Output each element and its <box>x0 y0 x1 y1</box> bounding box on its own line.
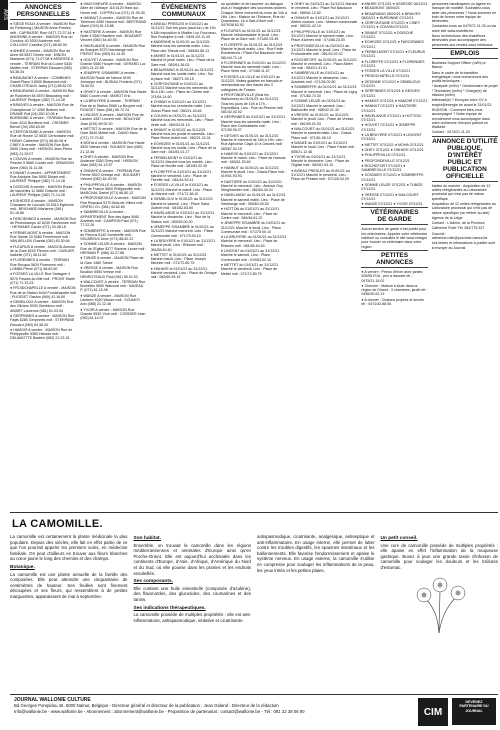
listing-item: ● CERFONTAINE A vendre : MAISON Rue de Rosee 12 5630 Cerfontaine mdl : HOBAY Catherine (071) 66.60.08 ● CINEY A vendre - MAISON Rue Bois 5590 Ciney mdl : HISSIGN Jean-Pierre (083) 21.29.07 <box>10 130 76 156</box>
listing-item: ● LA BRUYERE 07/12/21 ● LINCENT 07/12/21 <box>361 133 422 142</box>
column-heading: ÉVÉNEMENTS COMMUNAUX <box>151 2 217 20</box>
listing-item: ● HANNUT du 01/01/21 au 31/12/21 Marché le jeudi. Lieu : Grand-Place mdl : 019/51.93.93 <box>220 165 286 179</box>
article-col-4 <box>381 534 499 636</box>
listing-item: ● SOMBREFFE A vendre - MAISON Rue de Fleurus 5140 Sombreffe mdl : SOLBREUX Anne (071) 88.82.22 <box>80 228 146 242</box>
listing-item: ● TUBIZE A vendre - MAISON Place de la Gare 1480 Tubize <box>80 256 144 265</box>
listing-item: ● BEAUMONT A vendre : COMBINES Grand Place 3 6500 Beaumont mdl : CHARLOTEAUX Jacky (071) 58.82.09 <box>10 75 72 89</box>
listing-item: ● FOSSES LA VILLE Rue Sartagne 4 5070 Fosses-la-Ville mdl : PRONT Marie (071) 71.13.23 <box>10 272 75 285</box>
listing-item: ● FERNELMONT A vendre - MAISON Rue Sainte 33 5380 Fernelmont mdl : VAN BELLEN Chantal (081) 83.30.84 <box>10 230 71 244</box>
article-title: LA CAMOMILLE. <box>12 518 103 530</box>
article-col-2 <box>134 534 252 636</box>
article-subheading: Botanique. <box>10 564 35 570</box>
listing-item: Contact : L'Admin. de la Province <box>431 221 485 226</box>
article-paragraph: Ensemble, on trouvait la camomille dans les régions méditerranéennes et orientales d'Europe ainsi qu'en Proche-Orient. Elle est aujourd'hui acclimatée dans les continents d'Europe, d'Asie, d'Afrique, d'Amérique du Nord et du Sud, où elle pousse dans les prairies et les endroits ensoleillés. <box>133 542 251 576</box>
article <box>10 516 498 692</box>
column-heading: ANNONCE D'UTILITÉ PUBLIQUE, D'INTÉRÊT PUBLIC ET PUBLICATION OFFICIELLE <box>432 137 498 180</box>
footer <box>10 694 498 728</box>
listing-item: Contactez-nous au 0479/71 11 03 ou via notre site www.mobilite.be <box>431 24 497 33</box>
listing-item: ● HAVELANGE 07/12/21 ● HOTTON 07/12/21 <box>361 113 421 123</box>
listing-item: ● FLOREFFE du 01/01/21 au 31/12/21 Marché le jeudi matin. Lieu : Rue Emile Romedenne / Place Roi Baudouin mdl : 081/44.71.16 <box>220 42 284 60</box>
listing-item: ● Cherche : Maison à louer dans la région de Dinant - 3 chambres, jardin tél : 0496/30.62.19 <box>361 283 428 297</box>
footer-journal-title: JOURNAL WALLONIE CULTURE <box>14 697 91 703</box>
listing-item: ● BEAURAING A vendre - MAISON Rue de Rochefort 84 5570 Beauraing mdl : LAURENT Philippe (082) 71.14.28 <box>10 89 75 103</box>
listing-item: ● METTET du 01/01/21 au 31/12/21 Marché le vendredi. Lieu : Place de Mettet mdl : 071/72.80.75 <box>220 262 279 276</box>
listing-item: ● METTET 07/12/21 ● MOHA 07/12/21 <box>361 142 424 147</box>
listing-item: ● ONHAYE du 01/01/21 au 31/12/21 Atelier couture. Lieu : Maison communale mdl : 082/21.42.10 <box>291 15 358 29</box>
listing-item: ● EGHEZEE 07/12/21 ● FARCIENNES 07/12/21 <box>361 40 424 49</box>
listing-item: Contact : 0474/21.11.20 <box>431 130 470 135</box>
listing-item: * Analyste (m/f/x) * Gestionnaire de projet * Technicien (m/f/x) * Chargé(e) de mission (m/f/x) <box>431 84 498 98</box>
listing-item: ● ORVEY A vendre - MAISON Rue Haute 5660 Couvin mdl : MAROT Eric <box>80 89 147 98</box>
listing-item: ● HAMOIS A vendre - MAISON Rue de Philippeville 5360 Hamois mdl : DELAMOTTE Bastien (082) 21.23.15 <box>10 327 73 341</box>
listing-item: ● FLEURUS A vendre - MAISON Avenue de la Gare 6220 Fleurus mdl : CARLIER Isabelle (071) 38.11.62 <box>10 244 76 258</box>
listing-item: ● AISEAU PRESLES le 01/01/21 au 31/12/21 Tout les jours (sauf lun.) de 10h à 18h exposition à l'Atelier Luc Fourneau, Rue Rodolphe 6 mdl : 0495 /02.11.45 <box>150 22 217 39</box>
listing-item: ● PROFONDEVILLE A vendre - MAISON Rue Reynaud 5170 Bois-de-Villers mdl : GRIFEU Ch. (081) 44.62.80 <box>80 196 146 210</box>
listing-item: Catherine Rolle Tél: 081/775.327 <box>431 226 485 231</box>
article-subheading: Un petit conseil. <box>380 536 418 541</box>
listing-item: ● LA BRUYERE du 01/01/21 au 31/12/21 Marché le mercredi. Lieu : Place de Rhisnes mdl : 081/55.40.40 <box>220 235 287 248</box>
listing-item: ● ONHAYE A vendre - TERRAIN Rue Ferme 5520 Onhaye mdl : BOUDART Vincent (082) 64.40.93 <box>80 168 141 182</box>
listing-item: ● SOIGNIES 07/12/21 ● SOMBREFFE 07/12/21 <box>361 173 424 182</box>
listing-item: ● PHILIPPEVILLE 07/12/21 <box>361 153 406 158</box>
listing-item: ● HAVELANGE du 01/01/21 au 31/12/21 Marché le samedi matin. Lieu : Place de Havelange mdl : 083/63.00.20 <box>220 193 286 207</box>
article-paragraph: Elle contient une huile essentielle (composée d'azulène), des flavonoïdes, des glucosides, des coumarines et des tanins. <box>133 585 251 602</box>
listing-item: ● FLOREFFE 07/12/21 ● FLORENNES 07/12/21 <box>361 59 425 68</box>
listing-item: ● LINCENT du 01/01/21 au 31/12/21 Marché le samedi. Lieu : Place Communale mdl : 019/63.02.10 <box>220 249 280 262</box>
listing-item: ● EGHEZEE le 01/01/21 au 31/12/21 Marché tous les lundis. Lieu : Place de la Gare mdl : 081/81.01.27 <box>150 141 216 155</box>
listing-item: ● BEAURAING le 01/01/21 au 31/12/21 Marché tous les lundis matin. Lieu : Sur la place mdl : 082/71.00.15 <box>150 67 214 81</box>
listing-item: ● CHIMAY le 01/01/21 au 31/12/21 Marché tous les vendredis matin. Lieu : Grand-Place mdl : 060/21.18.46 <box>150 100 214 113</box>
listing-column <box>151 2 217 510</box>
listing-item: ● GERPINNES 07/12/21 ● GESVES 07/12/21 <box>361 89 420 98</box>
listing-item: ● YVOIR A vendre - MAISON Rue Grande 5530 Yvoir mdl : CORDIER Jean (082) 61.14.07 <box>80 307 146 321</box>
listing-item: ● FLEURUS du 01/01/21 au 31/12/21 Marché hebdomadaire le jeudi. Lieu : Place de la Gare mdl : 071/82.03.45 <box>220 28 281 42</box>
listing-item: ● HASTIERE du 01/01/21 au 31/12/21 Marché le mercredi. Lieu : Avenue Guy Stinglhamber mdl : 082/64.44.34 <box>220 179 283 193</box>
partner-promo: DEVENEZ PARTENAIRE DU JOURNAL <box>452 698 496 725</box>
article-subheading: Son habitat. <box>133 536 161 541</box>
listing-item: ● ANDENNE le 01/01/21 au 31/12/21 Marché tous les samedis matin. Lieu : Place des Tilleuls mdl : 085/84.96.13 <box>150 40 211 53</box>
listing-item: ● DOISCHE A vendre - MAISON Route de Vaucelles 11 5680 Doische mdl : LAURENT Philippe (082) 71.14.28 <box>10 184 73 198</box>
listing-item: ● BEAURAING 06/02/21 ● BRAIVES 08/02/21 ● BURDINNE 07/12/21 <box>361 11 421 20</box>
listing-item: ● JEMEPPE S/SAMBRE le 01/01/21 au 31/12/21 Marché mercredi. Lieu : Place Communale mdl : 071/75.00.10 <box>150 225 214 238</box>
listing-item: ● ANHEE 07/12/21 ● ASSESSE 06/12/21 ● BEAUMONT 06/04/21 <box>361 2 428 11</box>
listing-item: ● HANNUT 07/12/21 ● HASTIERE 07/12/21 <box>361 104 417 113</box>
listing-item: ● HAVELANGE le 01/01/21 au 31/12/21 Marché le dimanche. Lieu : Rue de la Station mdl : 083/63.00.20 <box>150 211 215 224</box>
listing-item: ● VRESSE du 01/01/21 au 31/12/21 Marché le jeudi. Lieu : Place de Vresse mdl : 061/50.01.03 <box>291 113 354 126</box>
article-subheading: Ses composants. <box>133 579 173 585</box>
listing-item: ● ANHEE le 01/01/21 au 31/12/21 Marché le jeudi matin. Lieu : Place de la Gare mdl : 082/61.36.02 <box>150 54 215 67</box>
listing-item: ● LA BRUYERE A vendre - TERRAIN Rue de la Station 5080 La Bruyere mdl : ROUGET Marc (081) 56.72.24 <box>80 99 145 112</box>
listing-item: Acquisition de 12 unités réfrigérantes au Laboratoire provincial qui n'est pas de nature spécifique (se référer au site) <box>431 201 496 215</box>
footer-text <box>10 695 416 728</box>
listing-item: ● PROFONDEVILLE (Bois les Wallonnes) du 01/01/21 au 31/12/21 Tous les jours de 10h à 17h - Expositions. Lieu : Rue du Pesche mdl : 081/42.02.02 <box>220 92 285 115</box>
footer-line-1: Bd Georges Pompidou 45, 5000 Namur, Belgique - Directeur général et directeur de la publication : Jean Galand - Directeur de la rédaction <box>14 703 279 709</box>
listing-item: ● GESVES du 01/01/21 au 31/12/21 Marché le mercredi de 15h à 19h. Lieu : Rue Alphonse Clajot 10 à Gesves mdl : 083/67.02.15 <box>220 133 285 151</box>
listing-item: ● COUVIN A vendre - MAISON Rue de Pesche 5 5660 Couvin mdl : DRANSON Anne (060) 31.11.58 <box>10 156 74 170</box>
listing-item: ● SOMME LEUZE du 01/01/21 au 31/12/21 Marché le samedi. Lieu : Baillonville mdl : 086/32.21.42 <box>291 99 346 112</box>
article-paragraph: Une cure de camomille possède de multiples propriétés : elle apaise en effet l'inflammation de la muqueuse gastrique. Buvez à jeun une grande tasse d'infusion de camomille pour soulager les douleurs et les brûlures d'estomac. <box>380 542 498 570</box>
column-heading: PETITES ANNONCES <box>361 250 427 268</box>
listing-item: ● HOUYET A vendre - MAISON Rue Grande 5560 Houyet mdl : GERARD Luc (082) 21.22.58 <box>80 57 146 71</box>
listing-item: ● WANZE 07/12/21 ● YVOIR 07/12/21 <box>361 202 423 207</box>
listing-item: ● LA BRUYERE le 01/01/21 au 31/12/21 Marché jeudi. Lieu : Rhisnes mdl : 081/55.40.40 <box>150 238 216 252</box>
listing-item: HUDSON : Comment êtes-vous accompagné ? Notre équipe de recrutement vous accompagne dans votre recherche d'emploi partout en Wallonie. <box>431 107 490 130</box>
listing-item: ● FERNELMONT le 01/01/21 au 31/12/21 Marché tous les mardis. Lieu : Place de Noville mdl : 081/83.02.30 <box>150 155 214 169</box>
listing-item: ● FLOREFFE le 01/01/21 au 31/12/21 Marché le vendredi. Lieu : Place de Floreffe mdl : 081/44.53.41 <box>150 169 212 183</box>
listing-item: ● FOSSES-LA-VILLE du 01/01/21 au 31/12/21 Visites guidées en français et néerlandais sur des traces des 3 collégiales de Fosses. <box>220 74 283 92</box>
listing-item: ● CERFONTAINE 07/12/21 ● CINEY 07/12/21 ● COUVIN 07/12/21 <box>361 21 421 30</box>
listing-item: ● ONHAYE le 01/01/21 au 31/12/21 Marché vendredi. Lieu : Place de Onhaye mdl : 082/69.93.15 <box>150 266 217 280</box>
column-heading: ANNONCES PERSONNELLES <box>10 2 76 20</box>
listing-item: ● A vendre : Pneus d'hiver avec jantes 205/55 R16 - prix à discuter tél : 0475/21.15.02 <box>361 269 423 283</box>
listing-item: ● GEDINNE 07/12/21 ● GEMBLOUX 07/12/21 <box>361 79 421 89</box>
footer-line-2: Info@wallonie.be - www.wallonie.be - Abonnement : abonnement@wallonie.be - Proposition de partenariat : contact@wallonie.be - Tél : 081 22 38 06 90 <box>14 708 305 714</box>
listing-item: du quotidien et de raconter un dialogue plus à l'imaginaire des souvenirs anciens. Chaque 3ème mercredi du mois de 14h à 16h. Lieu : Maison de l'Enfance, Rue du Quambeau, 16 à Sart-d'Avril mdl : 0479/38.62.92 <box>220 2 288 28</box>
listing-item: Courriel : catherine.rolle@province.namur.be <box>431 231 488 240</box>
listing-item: Aucun service de garde n'est publié pour les vétérinaires. Appelez votre vétérinaire habituel ou consultez le site www.vetagro pour trouver un vétérinaire dans votre région. <box>361 227 428 249</box>
listing-item: ● WALCOURT du 01/01/21 au 31/12/21 Marché le samedi matin. Lieu : Grand-Place mdl : 071/61.06.10 <box>291 127 355 140</box>
listing-item: ● HAVELANGE A vendre - MAISON Rue du Bosquet 5370 Havelange mdl : PIEROT Eric (083) 61.14.40 <box>80 43 146 57</box>
article-subheading: Ses indications thérapeutiques. <box>133 605 206 611</box>
listing-item: Les textes et informations à publier sont à envoyer au Journal <box>431 241 496 250</box>
column-heading: EMPLOIS <box>432 48 498 59</box>
listing-item: ● METTET le 01/01/21 au 31/12/21 Marché mardi. Lieu : Place Joseph Meunier mdl : 071/72.80.75 <box>150 252 207 266</box>
listing-column <box>432 2 498 510</box>
listing-item: ● WANZE du 01/01/21 au 31/12/21 Marché le lundi. Lieu : Place Faniel mdl : 085/21.12.46 <box>291 140 356 154</box>
listing-item: ● ANHEE A vendre - MAISON Rue de Anne 65 5537 Denée mdl : MINON Marianne (071) 71.07.08 ● ASSESSE A vendre - TERRAIN Rue du Loche 5330 Maillen mdl : STERPAN Edouard (083) 63.38.34 <box>10 48 74 75</box>
listing-item: ● SAMBREVILLE du 01/01/21 au 31/12/21 Marché le dimanche. Lieu : Auvelais mdl : 071/26.02.80 <box>291 71 350 85</box>
camomile-illustration <box>381 574 499 636</box>
listing-item: ● FLORENNES A vendre - TERRAIN Rue Rocquo 5620 Florennes mdl : LOMBA Pierre (071) 68.82.60 <box>10 258 70 272</box>
listing-item: ● BRAIVES A vendre - MAISON Rue de Champlonval 17 4260 Braives mdl : DRAME Roll (04) 250.10.08 ● BURDINNE A vendre - TERRAIN Rue du Gare 4210 Burdinne mdl : CRISMER Benoît (04) 250.63.50 <box>10 103 76 129</box>
listing-item: ● AISEAU PRESLES du 01/01/21 au 31/12/21 Marché le vendredi. Lieu : Place de Presles mdl : 071/26.04.29 <box>291 168 350 182</box>
listing-item: Agence de la Liège <box>431 215 463 220</box>
column-heading: VÉTÉRINAIRES DE GARDE <box>361 207 427 225</box>
listing-columns <box>10 2 498 510</box>
listing-item: ● OHEY 07/12/21 ● ONHAYE 07/12/21 <box>361 147 424 152</box>
listing-item: ● SOMME LEUZE A vendre - MAISON Rue de l'Eglise 5377 Somme-Leuze mdl : HERMAN P. (086) 32.27.88 <box>80 242 147 256</box>
listing-item: ● SOMBREFFE du 01/01/21 au 31/12/21 Marché le mercredi. Lieu : Place de Ligny mdl : 071/82.74.30 <box>291 85 358 98</box>
listing-item: ● EGHEZEE A vendre - MAISON Chaussee de Louvain 33 5310 Eghezee mdl : BRICHARD Marianne (081) 51.18.86 <box>10 198 74 216</box>
listing-item: ● FLORENNES du 01/01/21 au 31/12/21 Marché tous les samedis matin. Lieu : Place Verte mdl : 071/68.11.57 <box>220 60 286 74</box>
listing-item: ● HAMOIS 07/12/21 ● HAMOIR 07/12/21 <box>361 98 428 103</box>
article-paragraph: antispasmodique, cicatrisante, analgésique, antiseptique et anti-inflammatoire. En usage interne, elle permet de lutter contre les troubles digestifs, les spasmes intestinaux et les ballonnements. Elle favorise l'endormissement et apaise le système nerveux. En usage externe, la camomille s'utilise en compresse pour soulager les inflammations de la peau, les yeux irrités et les petites plaies. <box>257 534 375 573</box>
listing-item: ● HAM S/HEURE A vendre - MAISON Allee de l'Abbaye 116 6120 Ham-sur-Heure mdl : COPPIN Luc (071) 21.09.30 <box>80 2 145 15</box>
listing-item: personnes handicapées ou âgées en manque de mobilité. Souhaitez-vous aider des personnes ? Nous sommes en train de former notre équipe de bénévoles. <box>431 2 497 24</box>
listing-item: ● PROFONDEVILLE 07/12/21 <box>361 158 410 163</box>
listing-item: Dans le cadre de la transition énergétique, nous recherchons des profils techniques : <box>431 70 489 84</box>
listing-item: ● FARCIENNES A vendre - MAISON Rue de Pironchamps 42 6240 Farciennes mdl : HEYMANS Carole (071) 34.08.18 <box>10 216 77 230</box>
listing-item: ● OHEY A vendre - MAISON Rue Andenne 5350 Ohey mdl : HISSIGN Jean (083) 61.13.57 <box>80 154 138 168</box>
listing-item: ● METTET A vendre - MAISON Rue de la Gare 5640 Mettet mdl : DAVID Marc (071) 72.70.82 <box>80 127 147 140</box>
article-paragraph: La camomille possède de multiples propriétés : elle est anti-inflammatoire, antispasmodique, sédative et cicatrisante. <box>133 612 251 623</box>
listing-item: ● GERPINNES A vendre - MAISON Rue Fayts 6280 Gerpinnes mdl : STERPANE Edouard (083) 63.38.34 <box>10 314 75 327</box>
listing-item: ● HAMOIS du 01/01/21 au 31/12/21 Marché le mardi. Lieu : Place de Hamois mdl : 083/61.33.60 <box>220 151 286 165</box>
listing-item: Intéressé(e) ? Envoyez votre CV à emploi@energie.be avant le 31/01/21. <box>431 98 493 107</box>
article-col-1 <box>10 534 128 636</box>
listing-item: ● FOSSES LA VILLE 07/12/21 <box>361 69 411 74</box>
listing-item: ● FOSSES LA VILLE le 01/01/21 au 31/12/21 Marché le mardi. Lieu : Place du Marché mdl : 071/71.38.10 <box>150 183 213 196</box>
flower-icon <box>394 575 484 635</box>
listing-item: ● FERNELMONT 07/12/21 ● FLEURUS 07/12/21 <box>361 49 426 59</box>
listing-item: ● YVOIR du 01/01/21 au 31/12/21 Marché le dimanche. Lieu : Place de l'Eglise mdl : 082/61.03.10 <box>291 154 350 168</box>
listing-item: ● WALCOURT A vendre - TERRAIN Rue Bruxelles 5650 Walcourt mdl : NAVEAU P. (071) 61.15.48 <box>80 279 146 293</box>
listing-item: ● OHEY du 01/01/21 au 31/12/21 Marché le vendredi. Lieu : Place Roi Baudouin mdl : 085/61.12.82 <box>291 2 358 15</box>
listing-item: ● VRESSE A vendre - MAISON Rue Bouillon 5550 Vresse mdl : HENROTEAUX Paul (061) 50.01.03 <box>80 265 138 279</box>
listing-item: ● COUVIN le 01/01/21 au 31/12/21 Marché tous les mercredis. Lieu : Place Verte mdl : 060/34.01.10 <box>150 113 214 127</box>
listing-item: ● DINANT le 01/01/21 au 31/12/21 Marché tous les jeudis et samedis. Lieu : Place Reine Astrid mdl : 082/21.32.01 <box>150 127 216 141</box>
listing-item: Institut du marché : Acquisition de 12 unités réfrigérantes au Laboratoire provincial qui n'est pas de nature spécifique <box>431 183 491 201</box>
listing-item: ● GERPINNES du 01/01/21 au 31/12/21 Marché tous les samedis matin. Lieu : Place des Combattants mdl : 071/50.90.27 <box>220 115 286 133</box>
listing-item: ● PHILIPPEVILLE A vendre - MAISON Rue de France 5600 Philippeville mdl : MARCHAL Daniel (071) 66.80.12 <box>80 182 142 196</box>
listing-item: Business Support Officer (m/f/x) à Namur. <box>431 60 486 70</box>
listing-column <box>291 2 357 510</box>
listing-item: ● ROCHEFORT 07/12/21 ● SAMBREVILLE 07/12/21 <box>361 163 406 173</box>
article-paragraph: La camomille est certainement la plante médicinale la plus populaire. Depuis des siècles, elle fait en effet partie de ce que l'on pourrait appeler les premiers soins, en médecine familiale. On peut d'ailleurs en trouver aux fleurs blanches au cœur jaune le long des chemins et des champs. <box>10 534 128 562</box>
listing-item: ● FROIDCHAPELLE A vendre - MAISON Rue de la Station 6440 Froidchapelle mdl : PLESSET Gaston (060) 41.16.60 <box>10 286 76 299</box>
listing-item: ● HOTTON du 01/01/21 au 31/12/21 Marché le mercredi. Lieu : Place du Centre mdl : 084/46.61.22 <box>220 207 280 220</box>
section-side-tab: AVIS <box>0 0 8 30</box>
article-paragraph: La camomille est une plante annuelle de la famille des composées. Elle peut atteindre une cinquantaine de centimètres de hauteur. Ses feuilles sont finement découpées et ses fleurs, qui ressemblent à de petites marguerites, apparaissent de mai à septembre. <box>10 571 128 599</box>
listing-item: ● GEMBLOUX A vendre - MAISON Rue des Oliviers 5030 Gembloux mdl : AWART Laurence (081) 61.03.04 <box>10 300 74 313</box>
listing-column <box>361 2 427 510</box>
article-divider <box>10 512 498 513</box>
listing-item: ● PROFONDEVILLE du 01/01/21 au 31/12/21 Marché le jeudi. Lieu : Place de Profondeville mdl : 081/42.02.02 <box>291 43 357 57</box>
article-col-3 <box>257 534 375 636</box>
listing-item: ● PHILIPPEVILLE du 01/01/21 au 31/12/21 Marché le samedi matin. Lieu : Place d'Armes mdl : 071/66.23.00 <box>291 29 356 43</box>
listing-column <box>10 2 76 510</box>
listing-item: ● GEMBLOUX le 01/01/21 au 31/12/21 Marché le samedi. Lieu : Place Saint-Guibert mdl : 081/62.63.60 <box>150 197 213 210</box>
listing-column <box>221 2 287 510</box>
cim-logo: CIM <box>418 698 448 726</box>
listing-item: ● FROIDCHAPELLE 07/12/21 <box>361 74 410 79</box>
listing-item: ● SAMBREVILLE A vendre - APPARTEMENT Rue des Ages 5060 Auvelais mdl : CAMPION Paul (071) 77.22.26 <box>80 210 140 228</box>
listing-item: ● DINANT 07/12/21 ● DOISCHE 07/12/21 <box>361 30 414 40</box>
listing-item: ● ROCHEFORT du 01/01/21 au 31/12/21 Marché le vendredi. Lieu : Place Albert 1er mdl : 084/21.41.01 <box>291 57 357 71</box>
listing-item: ● A donner : Chatons propres et sevrés tél : 0471/42.88.06 <box>361 297 424 307</box>
listing-item: ● JEMEPPE S/SAMBRE du 01/01/21 au 31/12/21 Marché le lundi. Lieu : Place Communale mdl : 071/75.00.10 <box>220 221 286 234</box>
listing-item: ● SOMME LEUZE 07/12/21 ● TUBIZE 07/12/21 <box>361 182 423 192</box>
listing-item: ● HANNUT A vendre - MAISON Rue de Tirlemont 4280 Hannut mdl : BERTRAND Marie (019) 51.15.88 <box>80 15 147 29</box>
listing-item: ● VRESSE 07/12/21 ● WALCOURT 07/12/21 <box>361 192 419 201</box>
listing-column <box>80 2 146 510</box>
listing-item: ● WANZE A vendre - MAISON Rue Lambert 4520 Wanze mdl : SOUMOY Ann (085) 21.12.46 <box>80 293 141 307</box>
article-columns <box>10 534 498 636</box>
listing-item: ● JEMEPPE S/SAMBRE A vendre - MAISON Route de Namur 5190 Jemeppe mdl : BUSIAU Frederic (071) 78.50.02 <box>80 71 142 89</box>
listing-item: ● DINANT A vendre - APPARTEMENT Rue Adolphe Sax 5500 Dinant mdl : LAURENT Philippe (082) 71.14.28 <box>10 170 72 184</box>
listing-item: ● MOHA A vendre - MAISON Rue Haute 4520 Wanze mdl : SOUMOY Ann (085) 21.12.46 <box>80 140 145 154</box>
listing-item: ● LINCENT A vendre - MAISON Rue de Landen 4287 Lincent mdl : BOUCHAT Jean (019) 69.92.30 <box>80 113 144 126</box>
listing-item: ● HASTIERE A vendre - MAISON Rue Nulle 4 5540 Hastiere mdl : BOUDART Vincent (082) 64.40.93 <box>80 29 143 43</box>
listing-item: ● CERFONTAINE le 01/01/21 au 31/12/21 Marché tous les mercredis de 8h à 13h. Lieu : Place du Centre mdl : 071/64.14.60 <box>150 81 213 99</box>
listing-item: Nous recherchons des chauffeurs bénévoles pour accompagner des personnes aux rendez-vous médicaux. <box>431 34 494 47</box>
listing-item: ● HOUYET 07/12/21 ● JEMEPPE 07/12/21 <box>361 123 416 132</box>
listing-item: ● SIEGE ROUX A vendre : MAISON Rue du Fieliceung | MAISON Anne-Fresles refit - CAPRASSE Rom 0477-72.37.44 ● ANDENNE A vendre - MAISON Rue du Condroz 40 5300 Andenne mdl : COLLIGNY Caroline (071) 68.80.94 <box>10 22 76 48</box>
